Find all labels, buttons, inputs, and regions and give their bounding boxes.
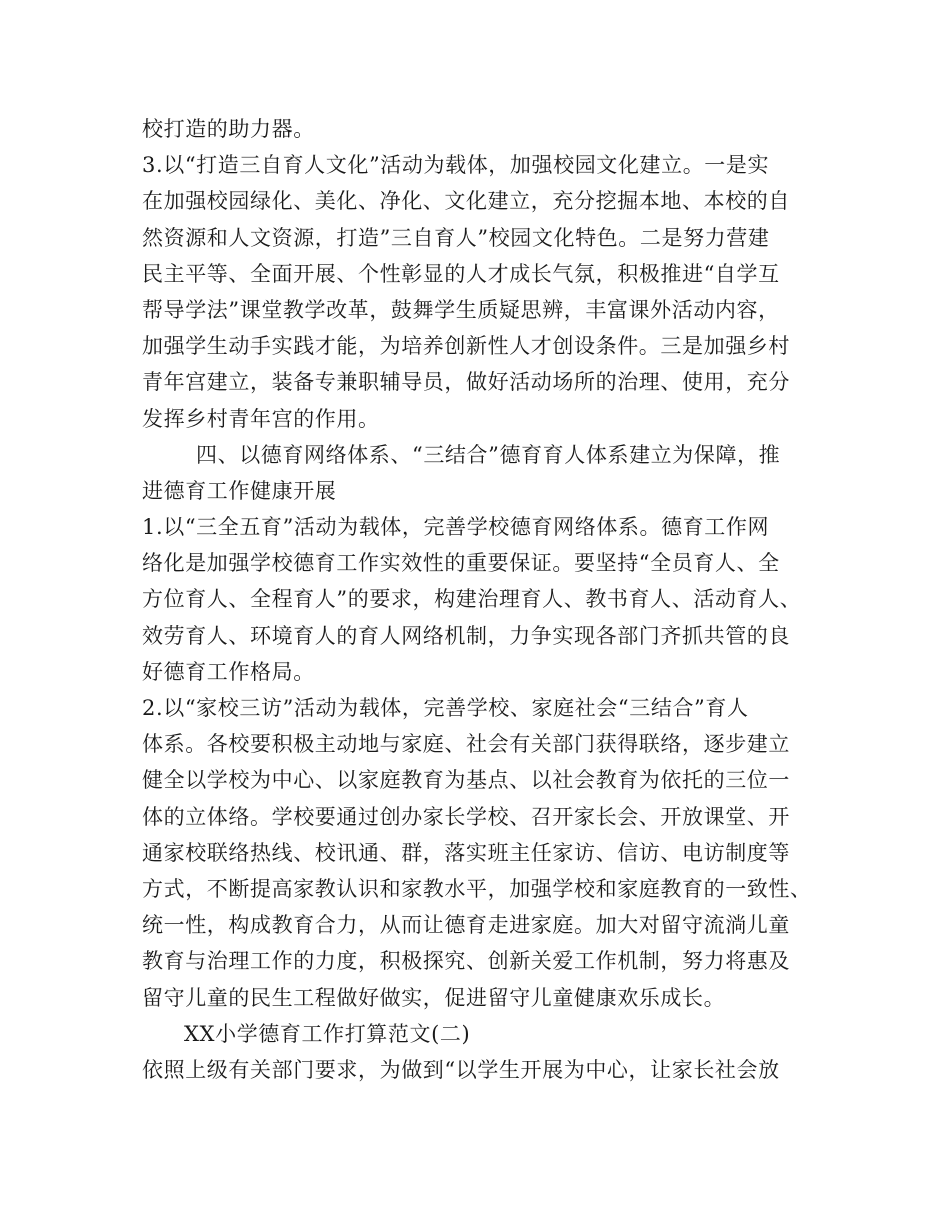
text-line: 帮导学法”课堂教学改革，鼓舞学生质疑思辨，丰富课外活动内容， (142, 297, 780, 322)
text-line: 方式，不断提高家教认识和家教水平，加强学校和家庭教育的一致性、 (142, 876, 812, 901)
text-line: 留守儿童的民生工程做好做实，促进留守儿童健康欢乐成长。 (142, 985, 726, 1010)
text-line: 3.以“打造三自育人文化”活动为载体，加强校园文化建立。一是实 (142, 153, 770, 178)
text-line: 教育与治理工作的力度，积极探究、创新关爱工作机制，努力将惠及 (142, 949, 790, 974)
text-line: 好德育工作格局。 (142, 659, 315, 684)
text-line: 民主平等、全面开展、个性彰显的人才成长气氛，积极推进“自学互 (142, 261, 780, 286)
section-heading-continued: 进德育工作健康开展 (142, 478, 337, 503)
text-line: 在加强校园绿化、美化、净化、文化建立，充分挖掘本地、本校的自 (142, 189, 790, 214)
text-line: 络化是加强学校德育工作实效性的重要保证。要坚持“全员育人、全 (142, 551, 780, 576)
text-line: 青年宫建立，装备专兼职辅导员，做好活动场所的治理、使用，充分 (142, 370, 790, 395)
text-line: 效劳育人、环境育人的育人网络机制，力争实现各部门齐抓共管的良 (142, 623, 790, 648)
text-line: 校打造的助力器。 (142, 117, 315, 141)
text-line: 2.以“家校三访”活动为载体，完善学校、家庭社会“三结合”育人 (142, 696, 749, 720)
document-subtitle: XX小学德育工作打算范文(二) (184, 1021, 471, 1046)
text-line: 依照上级有关部门要求，为做到“以学生开展为中心，让家长社会放 (142, 1057, 780, 1082)
text-line: 健全以学校为中心、以家庭教育为基点、以社会教育为依托的三位一 (142, 768, 790, 793)
text-line: 加强学生动手实践才能，为培养创新性人才创设条件。三是加强乡村 (142, 334, 790, 359)
document-body (142, 111, 822, 1088)
text-line: 方位育人、全程育人”的要求，构建治理育人、教书育人、活动育人、 (142, 587, 802, 612)
section-heading: 四、以德育网络体系、“三结合”德育育人体系建立为保障，推 (196, 442, 781, 467)
text-line: 体系。各校要积极主动地与家庭、社会有关部门获得联络，逐步建立 (142, 732, 790, 757)
text-line: 然资源和人文资源，打造”三自育人”校园文化特色。二是努力营建 (142, 225, 770, 250)
text-line: 1.以“三全五育”活动为载体，完善学校德育网络体系。德育工作网 (142, 515, 770, 540)
text-line: 体的立体络。学校要通过创办家长学校、召开家长会、开放课堂、开 (142, 804, 790, 829)
text-line: 统一性，构成教育合力，从而让德育走进家庭。加大对留守流淌儿童 (142, 913, 790, 938)
text-line: 发挥乡村青年宫的作用。 (142, 406, 380, 431)
text-line: 通家校联络热线、校讯通、群，落实班主任家访、信访、电访制度等 (142, 840, 790, 865)
